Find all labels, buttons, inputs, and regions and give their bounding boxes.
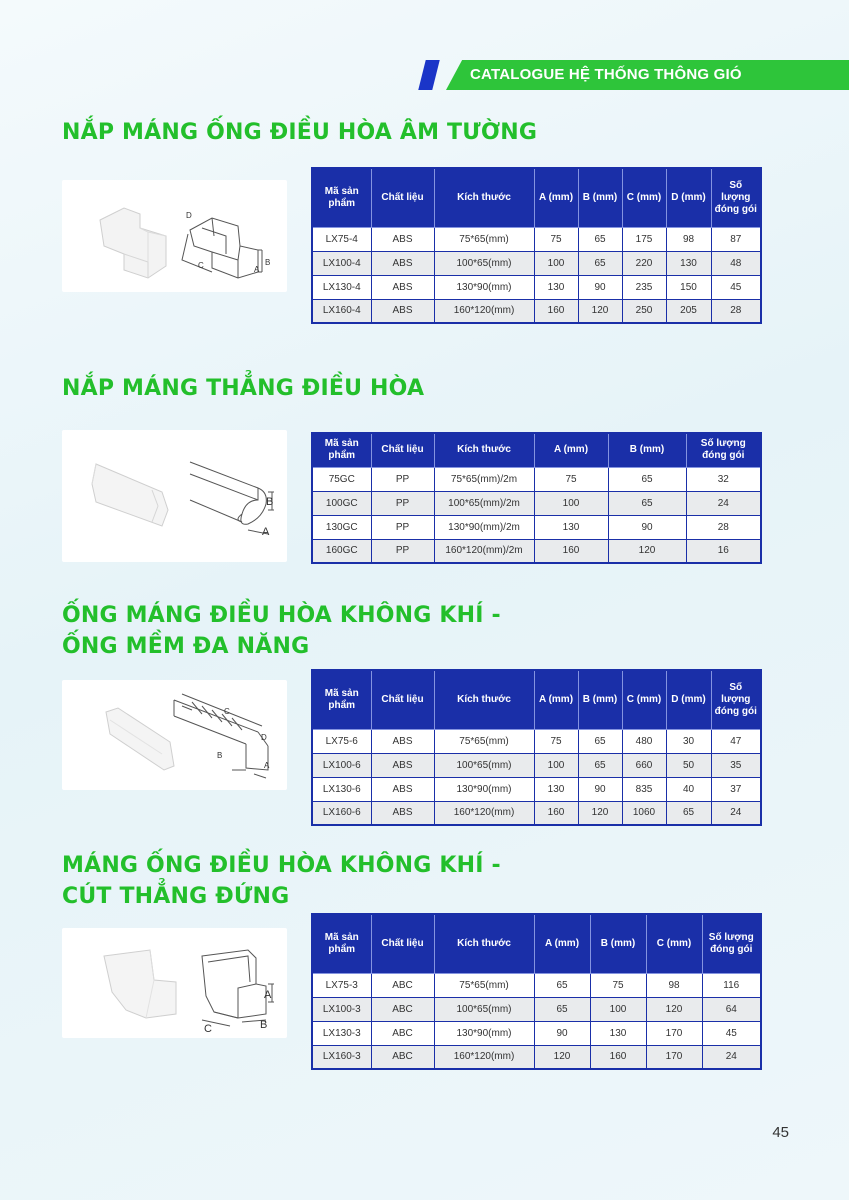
column-header: A (mm) — [534, 670, 578, 729]
column-header: D (mm) — [666, 168, 711, 227]
table-cell: 24 — [686, 491, 761, 515]
column-header: B (mm) — [590, 914, 646, 973]
table-cell: 35 — [711, 753, 761, 777]
table-cell: 480 — [622, 729, 666, 753]
table-cell: PP — [371, 539, 434, 563]
table-cell: 170 — [646, 1045, 702, 1069]
table-row — [312, 801, 761, 825]
column-header: A (mm) — [534, 914, 590, 973]
table-cell: ABS — [371, 275, 434, 299]
table-cell: 160 — [534, 299, 578, 323]
table-cell: 160*120(mm) — [434, 1045, 534, 1069]
table-cell: 660 — [622, 753, 666, 777]
spec-table-vertical-elbow — [311, 913, 762, 1070]
diagram-label-a: A — [264, 761, 270, 770]
diagram-label-b: B — [265, 258, 271, 267]
table-cell: ABS — [371, 753, 434, 777]
table-cell: ABC — [371, 997, 434, 1021]
table-cell: LX75-6 — [312, 729, 371, 753]
table-cell: 100 — [534, 753, 578, 777]
table-cell: 100*65(mm) — [434, 251, 534, 275]
table-cell: 37 — [711, 777, 761, 801]
table-cell: 24 — [711, 801, 761, 825]
diagram-label-b: B — [260, 1019, 268, 1031]
section-title-wall-cover: NẮP MÁNG ỐNG ĐIỀU HÒA ÂM TƯỜNG — [62, 120, 538, 145]
column-header: Chất liệu — [371, 433, 434, 467]
table-cell: 100*65(mm) — [434, 997, 534, 1021]
table-cell: LX130-4 — [312, 275, 371, 299]
product-image-flex-hose — [62, 680, 287, 790]
table-cell: 120 — [608, 539, 686, 563]
table-cell: 75*65(mm)/2m — [434, 467, 534, 491]
table-row — [312, 729, 761, 753]
column-header: B (mm) — [578, 670, 622, 729]
table-cell: ABC — [371, 973, 434, 997]
spec-table-flex-hose — [311, 669, 762, 826]
table-cell: 120 — [646, 997, 702, 1021]
banner-stripe — [418, 60, 439, 90]
table-cell: 47 — [711, 729, 761, 753]
table-cell: 75 — [534, 227, 578, 251]
table-cell: ABS — [371, 777, 434, 801]
table-cell: 100 — [590, 997, 646, 1021]
table-cell: 130GC — [312, 515, 371, 539]
section-title-straight-cover: NẮP MÁNG THẲNG ĐIỀU HÒA — [62, 376, 425, 401]
table-cell: 75GC — [312, 467, 371, 491]
table-cell: 65 — [578, 729, 622, 753]
table-cell: 160*120(mm)/2m — [434, 539, 534, 563]
column-header: Mã sản phẩm — [312, 670, 371, 729]
table-cell: 65 — [608, 491, 686, 515]
table-cell: 87 — [711, 227, 761, 251]
table-row — [312, 777, 761, 801]
table-cell: 835 — [622, 777, 666, 801]
column-header: Số lượng đóng gói — [686, 433, 761, 467]
table-cell: 24 — [702, 1045, 761, 1069]
catalogue-banner — [416, 60, 849, 90]
diagram-label-c: C — [198, 261, 204, 270]
table-cell: 75*65(mm) — [434, 973, 534, 997]
table-cell: 40 — [666, 777, 711, 801]
spec-table-wall-cover — [311, 167, 762, 324]
diagram-label-d: D — [186, 211, 192, 220]
table-cell: LX100-3 — [312, 997, 371, 1021]
table-cell: PP — [371, 515, 434, 539]
diagram-label-b: B — [217, 751, 223, 760]
table-cell: 120 — [578, 299, 622, 323]
table-cell: 28 — [711, 299, 761, 323]
table-cell: 175 — [622, 227, 666, 251]
table-cell: 75 — [534, 467, 608, 491]
table-cell: 100*65(mm)/2m — [434, 491, 534, 515]
table-cell: 48 — [711, 251, 761, 275]
diagram-label-a: A — [264, 989, 272, 1001]
column-header: Mã sản phẩm — [312, 914, 371, 973]
table-cell: 130 — [534, 275, 578, 299]
table-cell: 220 — [622, 251, 666, 275]
column-header: C (mm) — [622, 670, 666, 729]
table-cell: 65 — [578, 753, 622, 777]
table-row — [312, 275, 761, 299]
table-cell: 30 — [666, 729, 711, 753]
spec-table-straight-cover — [311, 432, 762, 564]
table-row — [312, 251, 761, 275]
section-title-line: ỐNG MỀM ĐA NĂNG — [62, 634, 310, 659]
table-cell: 50 — [666, 753, 711, 777]
table-cell: LX160-4 — [312, 299, 371, 323]
diagram-label-c: C — [224, 707, 230, 716]
table-cell: ABS — [371, 299, 434, 323]
column-header: C (mm) — [622, 168, 666, 227]
table-row — [312, 973, 761, 997]
table-cell: 235 — [622, 275, 666, 299]
table-cell: 130 — [534, 777, 578, 801]
table-cell: 65 — [666, 801, 711, 825]
table-cell: 1060 — [622, 801, 666, 825]
section-title-line: CÚT THẲNG ĐỨNG — [62, 884, 290, 909]
column-header: B (mm) — [578, 168, 622, 227]
diagram-label-b: B — [266, 496, 274, 508]
section-title-line: MÁNG ỐNG ĐIỀU HÒA KHÔNG KHÍ - — [62, 853, 501, 878]
table-row — [312, 299, 761, 323]
table-cell: 90 — [578, 275, 622, 299]
table-cell: 130*90(mm) — [434, 1021, 534, 1045]
product-image-wall-cover — [62, 180, 287, 292]
table-cell: 120 — [534, 1045, 590, 1069]
table-cell: 100*65(mm) — [434, 753, 534, 777]
table-cell: 160*120(mm) — [434, 801, 534, 825]
column-header: C (mm) — [646, 914, 702, 973]
table-cell: 205 — [666, 299, 711, 323]
table-cell: 170 — [646, 1021, 702, 1045]
table-cell: 130 — [534, 515, 608, 539]
diagram-label-a: A — [254, 265, 260, 274]
table-cell: 100GC — [312, 491, 371, 515]
table-cell: 160 — [534, 539, 608, 563]
diagram-label-a: A — [262, 526, 270, 538]
table-row — [312, 1045, 761, 1069]
table-cell: 120 — [578, 801, 622, 825]
column-header: Chất liệu — [371, 914, 434, 973]
column-header: Kích thước — [434, 168, 534, 227]
table-row — [312, 227, 761, 251]
table-cell: 90 — [608, 515, 686, 539]
table-cell: 65 — [608, 467, 686, 491]
table-cell: 150 — [666, 275, 711, 299]
table-cell: 130*90(mm) — [434, 275, 534, 299]
table-cell: 160GC — [312, 539, 371, 563]
table-cell: 90 — [578, 777, 622, 801]
table-cell: LX75-3 — [312, 973, 371, 997]
table-cell: LX130-6 — [312, 777, 371, 801]
table-cell: 75 — [534, 729, 578, 753]
table-cell: 160 — [590, 1045, 646, 1069]
column-header: Kích thước — [434, 914, 534, 973]
table-cell: PP — [371, 467, 434, 491]
table-cell: ABC — [371, 1045, 434, 1069]
table-cell: 130 — [666, 251, 711, 275]
table-cell: LX160-6 — [312, 801, 371, 825]
table-cell: LX160-3 — [312, 1045, 371, 1069]
table-cell: 100 — [534, 491, 608, 515]
column-header: A (mm) — [534, 168, 578, 227]
table-cell: 116 — [702, 973, 761, 997]
table-cell: 90 — [534, 1021, 590, 1045]
table-cell: 98 — [666, 227, 711, 251]
table-cell: ABS — [371, 729, 434, 753]
diagram-label-c: C — [204, 1023, 212, 1035]
column-header: Kích thước — [434, 433, 534, 467]
table-cell: ABC — [371, 1021, 434, 1045]
table-cell: 65 — [578, 227, 622, 251]
table-cell: PP — [371, 491, 434, 515]
table-cell: 65 — [578, 251, 622, 275]
table-cell: 45 — [711, 275, 761, 299]
table-cell: 100 — [534, 251, 578, 275]
page-number: 45 — [772, 1124, 789, 1141]
table-cell: 98 — [646, 973, 702, 997]
table-cell: 250 — [622, 299, 666, 323]
column-header: Mã sản phẩm — [312, 433, 371, 467]
table-cell: LX100-4 — [312, 251, 371, 275]
column-header: Chất liệu — [371, 670, 434, 729]
table-cell: LX100-6 — [312, 753, 371, 777]
table-cell: 160 — [534, 801, 578, 825]
column-header: Số lượng đóng gói — [711, 168, 761, 227]
table-cell: 130 — [590, 1021, 646, 1045]
column-header: Số lượng đóng gói — [702, 914, 761, 973]
table-row — [312, 539, 761, 563]
table-cell: 75 — [590, 973, 646, 997]
product-image-vertical-elbow — [62, 928, 287, 1038]
column-header: Số lượng đóng gói — [711, 670, 761, 729]
table-cell: 65 — [534, 973, 590, 997]
table-row — [312, 1021, 761, 1045]
table-cell: 16 — [686, 539, 761, 563]
table-row — [312, 467, 761, 491]
section-title-flex-hose — [62, 600, 501, 662]
table-cell: LX75-4 — [312, 227, 371, 251]
column-header: Kích thước — [434, 670, 534, 729]
product-image-straight-cover — [62, 430, 287, 562]
table-row — [312, 515, 761, 539]
table-cell: ABS — [371, 251, 434, 275]
column-header: A (mm) — [534, 433, 608, 467]
table-cell: 160*120(mm) — [434, 299, 534, 323]
table-cell: 64 — [702, 997, 761, 1021]
column-header: B (mm) — [608, 433, 686, 467]
table-cell: LX130-3 — [312, 1021, 371, 1045]
table-cell: 75*65(mm) — [434, 227, 534, 251]
table-cell: 32 — [686, 467, 761, 491]
table-cell: 75*65(mm) — [434, 729, 534, 753]
table-row — [312, 997, 761, 1021]
section-title-vertical-elbow — [62, 850, 501, 912]
table-row — [312, 491, 761, 515]
section-title-line: ỐNG MÁNG ĐIỀU HÒA KHÔNG KHÍ - — [62, 603, 501, 628]
table-cell: 45 — [702, 1021, 761, 1045]
table-cell: 130*90(mm)/2m — [434, 515, 534, 539]
table-cell: ABS — [371, 227, 434, 251]
column-header: Chất liệu — [371, 168, 434, 227]
catalogue-title: CATALOGUE HỆ THỐNG THÔNG GIÓ — [470, 66, 742, 83]
table-cell: ABS — [371, 801, 434, 825]
table-row — [312, 753, 761, 777]
table-cell: 130*90(mm) — [434, 777, 534, 801]
column-header: Mã sản phẩm — [312, 168, 371, 227]
table-cell: 65 — [534, 997, 590, 1021]
diagram-label-d: D — [261, 733, 267, 742]
table-cell: 28 — [686, 515, 761, 539]
column-header: D (mm) — [666, 670, 711, 729]
